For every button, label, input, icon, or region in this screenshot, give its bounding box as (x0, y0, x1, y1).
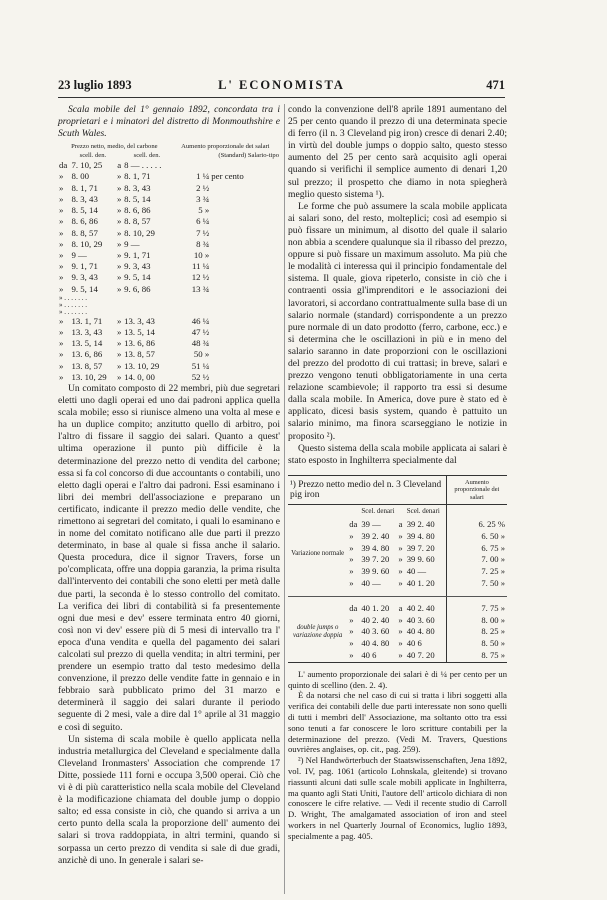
header-date: 23 luglio 1893 (58, 78, 132, 92)
cell-wage: 52 ½ (191, 371, 210, 382)
cell-quote: » (59, 272, 64, 283)
cell-price-to: 40 7. 20 (406, 650, 435, 660)
cell-wage: 8. 00 » (446, 615, 507, 627)
cell-price-to: 13. 10, 29 (124, 360, 160, 371)
cell-wage: 7. 00 » (446, 554, 507, 566)
cell-price-to: 13. 6, 86 (124, 338, 155, 349)
cell-price-to: 8 — . . . . . (124, 160, 162, 171)
right-body-text (288, 104, 507, 467)
cell-price-from: 40 4. 80 (361, 638, 390, 649)
iron-price-header: ¹) Prezzo netto medio del n. 3 Cleveland pig iron (288, 475, 446, 504)
table-row (288, 603, 507, 615)
cell-to: » (117, 349, 122, 360)
cell-quote: » (59, 283, 64, 294)
cell-wage: 12 ½ (191, 272, 210, 283)
cell-to: » (117, 238, 122, 249)
cell-quote: » (349, 542, 354, 553)
cell-to: » (398, 650, 403, 660)
cell-wage: 46 ¼ (191, 315, 210, 326)
cell-to: a (398, 602, 403, 613)
cell-wage: 3 ¾ (196, 193, 210, 204)
table-row (58, 250, 280, 261)
cell-price-to: 13. 3, 43 (124, 315, 155, 326)
cell-price-from: 39 — (361, 519, 381, 530)
left-column (58, 104, 280, 867)
cell-to: » (117, 338, 122, 349)
cell-note (210, 160, 280, 171)
cell-to: » (398, 542, 403, 553)
cell-quote: » (59, 205, 64, 216)
cell-to: » (117, 249, 122, 260)
table-row (58, 272, 280, 283)
cell-quote: » (59, 360, 64, 371)
ellipsis-row (58, 295, 280, 302)
cell-price-to: 9. 1, 71 (124, 249, 151, 260)
table-row (58, 216, 280, 227)
cell-price-to: 8. 6, 86 (124, 205, 151, 216)
group-label: Variazione normale (291, 550, 345, 558)
cell-quote: » (59, 216, 64, 227)
cell-price-to: 40 6 (406, 638, 422, 649)
cell-to: » (398, 530, 403, 541)
cell-note (210, 327, 280, 338)
cell-quote: » (349, 638, 354, 649)
cell-price-from: 13. 1, 71 (71, 315, 103, 326)
cell-to: » (117, 193, 122, 204)
cell-price-to: 39 4. 80 (406, 530, 435, 541)
cell-note (210, 205, 280, 216)
cell-to: » (117, 205, 122, 216)
cell-price-to: 14. 0, 00 (124, 371, 155, 382)
iron-wage-header: Aumento proporzionale dei salari (446, 475, 507, 504)
table-row (58, 349, 280, 360)
standard-note: (Standard) Salario-tipo (218, 152, 279, 160)
cell-price-to: 9. 5, 14 (124, 272, 151, 283)
cell-price-from: 8. 3, 43 (71, 193, 98, 204)
cell-price-to: 8. 5, 14 (124, 193, 151, 204)
table-row (58, 183, 280, 194)
cell-quote: » (349, 566, 354, 577)
body-paragraph: Un sistema di scala mobile è quello applicata nella industria metallurgica del Cleveland e specialmente dalla Cleveland Ironmasters' Association che comprende 17 Ditte, possiede 111 forni e occupa 3,500 operai. Ciò che vi è di più caratteristico nella scala mobile del Cleveland è la modificazione chiamata del double jump o doppio salto; ed essa consiste in ciò, che quando si arriva a un certo punto della scala la proporzione dell' aumento dei salari si trova raddoppiata, in altri termini, quando si sorpassa un certo prezzo di vendita si sale di due gradi, anzichè di uno. In generale i salari se- (58, 733, 280, 866)
cell-note: per cento (211, 171, 244, 182)
table-row (58, 171, 280, 182)
left-body-text (58, 383, 280, 867)
cell-quote: » (59, 338, 64, 349)
scale-body (58, 151, 280, 383)
table-row (58, 160, 280, 171)
footnotes (288, 669, 507, 842)
cell-quote: da (349, 602, 358, 613)
cell-quote: » (349, 530, 354, 541)
cell-to: » (117, 326, 122, 337)
cell-wage: 47 ½ (191, 326, 210, 337)
cell-price-to: 40 4. 80 (406, 626, 435, 637)
cell-to: » (117, 171, 122, 182)
cell-note (210, 228, 280, 239)
cell-note (210, 216, 280, 227)
table-row (58, 194, 280, 205)
cell-quote: » (59, 326, 64, 337)
cell-price-from: 9. 3, 43 (71, 272, 98, 283)
cell-price-from: 8. 10, 29 (71, 238, 103, 249)
cell-price-from: 9 — (71, 249, 87, 260)
cell-to: » (117, 315, 122, 326)
cell-price-from: 40 1. 20 (361, 602, 390, 613)
cell-wage: 48 ¾ (191, 338, 210, 349)
cell-wage: 50 » (193, 349, 210, 360)
ellipsis-row (58, 309, 280, 316)
cell-wage (171, 160, 211, 171)
cell-price-from: 13. 3, 43 (71, 326, 103, 337)
cell-wage: 11 ¼ (192, 261, 210, 272)
iron-scale-table (288, 475, 507, 663)
cell-price-from: 8. 1, 71 (71, 182, 98, 193)
table-row (58, 316, 280, 327)
cell-price-to: 40 — (406, 566, 427, 577)
cell-wage: 51 ¼ (191, 360, 210, 371)
right-column (288, 104, 507, 842)
body-paragraph: Un comitato composto di 22 membri, più due segretari eletti uno dagli operai ed uno dai padroni applica quella scala mobile; esso si riunisce almeno una volta al mese e ha un duplice compito; anzitutto quello di arbitro, poi l'altro di fissare il saggio dei salari. Quanto a quest' ultima operazione il punto più difficile è la determinazione del prezzo netto di vendita del carbone; essa si fa col concorso di due accountants o contabili, uno eletto dagli operai e l'altro dai padroni. Essi esaminano i libri dei membri dell'associazione e preparano un certificato, indicante il prezzo medio delle vendite, che rimettono ai segretari del comitato, i quali lo esaminano e in nome del comitato notificano alle due parti il prezzo determinato, in base al quale si fissa anche il salario. Questa procedura, dice il signor Travers, forse un po'complicata, offre una doppia garanzia, la prima risulta dall'intervento dei contabili che sono eletti per metà dalle due parti, la seconda è lo stesso controllo del comitato. La verifica dei libri di contabilità si fa presentemente ogni due mesi e dev' essere terminata entro 40 giorni, così non vi dev' essere più di 5 mesi di intervallo tra l' epoca d'una vendita e quella del pagamento dei salari calcolati sul prezzo di quella vendita; in altri termini, per prendere un esempio tratto dal testo medesimo della convenzione, il prezzo delle vendite fatte in gennaio e in febbraio sarà pubblicato primo del 31 marzo e determinerà il saggio dei salari durante il periodo seguente di 2 mesi, vale a dire dal 1° aprile al 31 maggio e così di seguito. (58, 382, 280, 733)
table-row (58, 338, 280, 349)
page-number: 471 (486, 78, 505, 92)
cell-wage: 2 ½ (196, 182, 210, 193)
cell-quote: » (59, 193, 64, 204)
cell-price-to: 13. 5, 14 (124, 326, 155, 337)
coal-scale-table (58, 143, 280, 383)
cell-price-from: 7. 10, 25 (71, 160, 103, 171)
cell-to: » (117, 272, 122, 283)
cell-note (210, 284, 280, 295)
cell-to: » (117, 283, 122, 294)
cell-wage: 8. 75 » (446, 650, 507, 662)
cell-price-to: 8. 1, 71 (124, 171, 151, 182)
cell-price-from: 40 — (361, 578, 381, 589)
cell-price-to: 8. 10, 29 (124, 227, 155, 238)
cell-to: » (398, 638, 403, 649)
cell-quote: » (349, 554, 354, 565)
cell-note (210, 239, 280, 250)
cell-to: » (117, 371, 122, 382)
header-rule (58, 97, 505, 98)
body-paragraph: Le forme che può assumere la scala mobile applicata ai salari sono, del resto, molteplici; così ad esempio si può fissare un minimum, al disotto del quale il salario non abbia a scendere qualunque sia il ribasso del prezzo, oppure si può fissare un maximum assoluto. Ma più che le modalità ci interessa qui il principio fondamentale del sistema. Il quale, giova ripeterlo, consiste in ciò che i contraenti ossia gl'imprenditori e le associazioni dei lavoratori, si accordano contrattualmente sulla base di un salario normale (standard) corrispondente a un prezzo pure normale di un dato prodotto (ferro, carbone, ecc.) e si determina che le oscillazioni in più e in meno del salario saranno in date proporzioni con le oscillazioni del prezzo del prodotto di cui trattasi; in breve, salari e prezzo vengono tenuti obbligatoriamente in una certa relazione scambievole; il rapporto tra essi si desume dalla scala mobile. In America, dove pure è stato ed è applicato, dicesi basis system, quando è pattuito un salario minimo, ma finora scarseggiano le notizie in proposito ²). (288, 200, 507, 442)
cell-price-to: 8. 3, 43 (124, 182, 151, 193)
table-row (58, 239, 280, 250)
unit-label: scell. den. (79, 152, 107, 160)
cell-price-from: 40 3. 60 (361, 626, 390, 637)
table-row (58, 327, 280, 338)
cell-price-to: 9. 3, 43 (124, 261, 151, 272)
journal-title: L' ECONOMISTA (218, 78, 345, 92)
cell-quote: » (59, 238, 64, 249)
cell-note (210, 194, 280, 205)
cell-price-to: 9 — (124, 238, 140, 249)
cell-quote: » (349, 626, 354, 637)
cell-price-from: 39 9. 60 (361, 566, 390, 577)
cell-wage: 10 » (193, 249, 210, 260)
unit-label: Scel. denari (361, 507, 395, 516)
ellipsis: » . . . . . . . (59, 293, 87, 302)
cell-wage: 5 » (198, 205, 210, 216)
cell-to: » (117, 261, 122, 272)
cell-price-to: 13. 8, 57 (124, 349, 155, 360)
cell-note (210, 316, 280, 327)
cell-note (210, 250, 280, 261)
cell-price-from: 40 2. 40 (361, 614, 390, 625)
iron-body (288, 505, 507, 663)
cell-note (210, 372, 280, 383)
cell-wage: 7 ½ (196, 227, 210, 238)
cell-price-to: 40 1. 20 (406, 578, 435, 589)
cell-wage: 6. 25 % (446, 519, 507, 531)
cell-price-from: 40 6 (361, 650, 377, 660)
table-row (58, 205, 280, 216)
cell-quote: » (59, 261, 64, 272)
cell-price-to: 39 9. 60 (406, 554, 435, 565)
cell-to: » (117, 227, 122, 238)
cell-to: » (117, 360, 122, 371)
table-row (58, 372, 280, 383)
cell-to: » (398, 578, 403, 589)
cell-quote: » (59, 371, 64, 382)
cell-to: a (398, 519, 403, 530)
price-col-header: Prezzo netto, medio, del carbone (71, 143, 158, 151)
cell-to: » (398, 626, 403, 637)
column-divider (284, 104, 285, 894)
body-paragraph: condo la convenzione dell'8 aprile 1891 aumentano del 25 per cento quando il prezzo di una determinata specie di ferro (il n. 3 Cleveland pig iron) cresce di denari 2.40; in virtù del double jumps o doppio salto, questo stesso aumento del 25 per cento sarà acquisito agli operai quando si verifichi il semplice aumento di denari 1,20 sul prezzo; il prospetto che diamo in nota spiegherà meglio questo sistema ¹). (288, 104, 507, 200)
cell-note (210, 349, 280, 360)
cell-note (210, 261, 280, 272)
cell-to: » (117, 182, 122, 193)
cell-wage: 8. 25 » (446, 626, 507, 638)
ellipsis-row (58, 302, 280, 309)
cell-quote: » (349, 614, 354, 625)
cell-wage: 8 ¾ (196, 238, 210, 249)
table-row (288, 519, 507, 531)
cell-note (210, 361, 280, 372)
cell-price-from: 39 4. 80 (361, 542, 390, 553)
table-row (58, 284, 280, 295)
cell-price-from: 13. 6, 86 (71, 349, 103, 360)
footnote-paragraph: ²) Nel Handwörterbuch der Staatswissenschaften, Jena 1892, vol. IV, pag. 1061 (articolo Lohnskala, gleitende) si trovano riassunti alcuni dati sulle scale mobili applicate in Inghilterra, ma quanto agli Stati Uniti, l'autore dell' articolo dichiara di non conoscere le cifre relative. — Vedi il recente studio di Carroll D. Wright, The amalgamated association of iron and steel workers in nel Quarterly Journal of Economics, luglio 1893, specialmente a pag. 405. (288, 755, 507, 841)
cell-price-from: 13. 8, 57 (71, 360, 103, 371)
footnote-paragraph: È da notarsi che nel caso di cui si tratta i libri soggetti alla verifica dei contabili delle due parti interessate non sono quelli di tutti i membri dell' Associazione, ma soltanto otto tra essi sono tenuti a far conoscere le loro scritture contabili per la determinazione del prezzo. (Vedi M. Travers, Questions ouvrières anglaises, op. cit., pag. 259). (288, 690, 507, 755)
cell-to: a (117, 160, 122, 171)
cell-quote: » (59, 349, 64, 360)
cell-price-from: 39 2. 40 (361, 530, 390, 541)
cell-wage: 8. 50 » (446, 638, 507, 650)
cell-to: » (398, 554, 403, 565)
running-header (58, 78, 505, 94)
cell-quote: » (59, 182, 64, 193)
cell-wage: 13 ¾ (191, 283, 210, 294)
footnote-paragraph: L' aumento proporzionale dei salari è di ¼ per cento per un quinto di scellino (den. 2. 4). (288, 668, 507, 690)
cell-price-from: 13. 5, 14 (71, 338, 103, 349)
cell-quote: » (349, 578, 354, 589)
cell-wage: 6 ¼ (196, 216, 210, 227)
cell-price-to: 40 3. 60 (406, 614, 435, 625)
cell-note (210, 272, 280, 283)
cell-wage: 1 ¼ (196, 171, 210, 182)
cell-price-from: 8. 00 (71, 171, 90, 182)
cell-wage: 6. 75 » (446, 543, 507, 555)
scale-caption: Scala mobile del 1° gennaio 1892, concordata tra i proprietari e i minatori del distretto di Monmouthshire e Scuth Wales. (58, 104, 280, 140)
cell-price-from: 13. 10, 29 (71, 371, 107, 382)
cell-to: » (398, 614, 403, 625)
cell-price-to: 9. 6, 86 (124, 283, 151, 294)
cell-price-to: 40 2. 40 (406, 602, 435, 613)
body-paragraph: Questo sistema della scala mobile applicata ai salari è stato esposto in Inghilterra specialmente dal (288, 442, 507, 466)
cell-to: » (117, 216, 122, 227)
cell-wage: 7. 50 » (446, 578, 507, 590)
cell-price-to: 8. 8, 57 (124, 216, 151, 227)
ellipsis: » . . . . . . . (59, 300, 87, 309)
wage-col-header: Aumento proporzionale dei salari (181, 143, 270, 151)
cell-quote: » (59, 227, 64, 238)
unit-label: Scel. denari (406, 507, 440, 516)
cell-price-from: 39 7. 20 (361, 554, 390, 565)
ellipsis: » . . . . . . . (59, 307, 87, 316)
cell-to: » (398, 566, 403, 577)
cell-quote: » (59, 171, 64, 182)
cell-price-from: 8. 5, 14 (71, 205, 98, 216)
cell-price-to: 39 2. 40 (406, 519, 435, 530)
cell-quote: » (59, 249, 64, 260)
cell-note (210, 183, 280, 194)
cell-quote: » (349, 650, 354, 660)
table-row (58, 261, 280, 272)
cell-quote: » (59, 315, 64, 326)
cell-quote: da (59, 160, 68, 171)
cell-price-from: 9. 5, 14 (71, 283, 98, 294)
cell-price-to: 39 7. 20 (406, 542, 435, 553)
cell-wage: 7. 75 » (446, 603, 507, 615)
cell-wage: 7. 25 » (446, 566, 507, 578)
cell-price-from: 8. 8, 57 (71, 227, 98, 238)
cell-note (210, 338, 280, 349)
table-row (58, 361, 280, 372)
table-row (58, 228, 280, 239)
cell-price-from: 8. 6, 86 (71, 216, 98, 227)
unit-label: scell. den. (133, 152, 161, 160)
cell-wage: 6. 50 » (446, 531, 507, 543)
group-label: double jumps o variazione doppia (292, 623, 343, 640)
cell-price-from: 9. 1, 71 (71, 261, 98, 272)
cell-quote: da (349, 519, 358, 530)
